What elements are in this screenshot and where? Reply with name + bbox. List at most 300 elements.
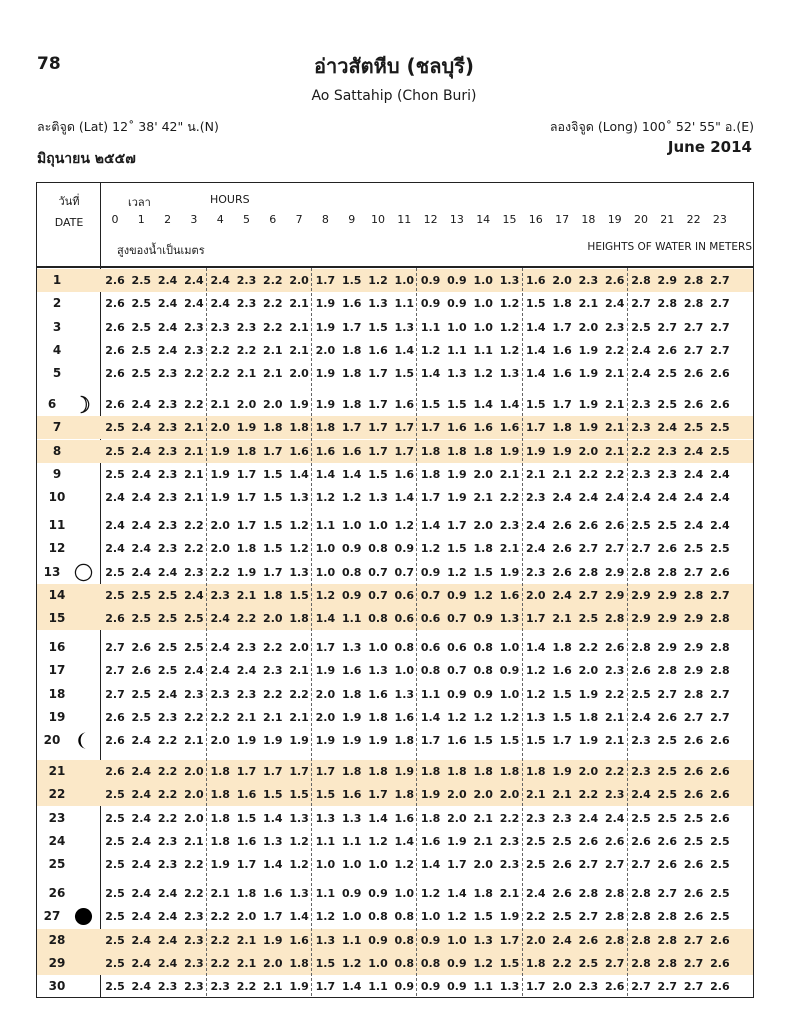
- height-cell: 1.2: [526, 664, 546, 678]
- height-cell: 1.7: [552, 734, 572, 748]
- height-cell: 2.1: [526, 788, 546, 802]
- longitude-label: ลองจิจูด (Long) 100˚ 52' 55" อ.(E): [549, 119, 754, 134]
- height-cell: 2.3: [157, 980, 178, 994]
- height-cell: 2.7: [631, 542, 651, 556]
- height-cell: 1.7: [315, 765, 336, 778]
- height-cell: 1.9: [578, 734, 599, 748]
- height-cell: 2.8: [657, 297, 678, 311]
- height-cell: 2.4: [683, 519, 704, 532]
- height-cell: 1.8: [263, 421, 283, 435]
- height-cell: 2.1: [263, 710, 283, 724]
- height-cell: 2.5: [657, 788, 678, 802]
- hour-header: 20: [634, 213, 648, 226]
- height-cell: 2.8: [631, 956, 651, 970]
- height-cell: 1.8: [368, 710, 388, 724]
- height-cell: 2.6: [710, 765, 730, 778]
- height-cell: 2.9: [631, 612, 651, 626]
- height-header-english: HEIGHTS OF WATER IN METERS: [587, 241, 752, 253]
- hour-header: 4: [216, 213, 224, 226]
- height-cell: 1.3: [499, 367, 520, 381]
- height-cell: 1.8: [552, 297, 572, 311]
- height-cell: 2.5: [657, 367, 678, 381]
- height-cell: 2.5: [683, 542, 704, 556]
- height-cell: 0.9: [420, 274, 441, 287]
- height-cell: 1.7: [526, 421, 546, 435]
- height-cell: 1.5: [394, 367, 415, 381]
- height-cell: 2.1: [236, 956, 257, 970]
- height-cell: 1.8: [499, 765, 520, 778]
- height-cell: 2.2: [578, 467, 599, 481]
- height-cell: 2.4: [552, 491, 572, 505]
- height-cell: 2.2: [210, 343, 230, 357]
- height-cell: 2.4: [131, 467, 152, 481]
- height-cell: 2.0: [263, 398, 283, 411]
- height-cell: 1.8: [236, 444, 257, 458]
- height-cell: 2.9: [657, 588, 678, 602]
- day-number: 24: [48, 833, 66, 848]
- height-cell: 2.2: [157, 811, 178, 825]
- height-cell: 2.1: [473, 491, 493, 505]
- height-cell: 2.6: [105, 274, 125, 287]
- height-cell: 1.6: [341, 444, 362, 458]
- height-cell: 2.8: [710, 612, 730, 626]
- height-cell: 2.3: [210, 687, 230, 701]
- height-cell: 2.7: [710, 274, 730, 287]
- height-cell: 1.5: [289, 588, 309, 602]
- height-cell: 1.6: [499, 588, 520, 602]
- height-cell: 1.8: [341, 367, 362, 381]
- height-cell: 1.7: [236, 491, 257, 505]
- height-cell: 2.0: [210, 421, 230, 435]
- height-cell: 2.6: [657, 343, 678, 357]
- height-cell: 1.4: [315, 467, 336, 481]
- height-cell: 1.0: [315, 565, 336, 579]
- height-cell: 1.3: [499, 980, 520, 994]
- height-cell: 2.6: [683, 910, 704, 924]
- height-cell: 1.9: [368, 734, 388, 748]
- height-cell: 2.3: [157, 542, 178, 556]
- height-cell: 2.5: [105, 565, 125, 579]
- height-cell: 2.2: [236, 980, 257, 994]
- hour-header: 0: [111, 213, 119, 226]
- height-cell: 1.2: [499, 297, 520, 311]
- height-cell: 1.9: [210, 444, 230, 458]
- height-cell: 2.1: [236, 367, 257, 381]
- height-cell: 2.8: [604, 910, 625, 924]
- height-cell: 1.6: [289, 933, 309, 947]
- height-cell: 2.6: [683, 765, 704, 778]
- height-cell: 2.3: [631, 734, 651, 748]
- height-cell: 2.2: [631, 444, 651, 458]
- height-cell: 2.7: [683, 710, 704, 724]
- height-cell: 2.3: [604, 664, 625, 678]
- table-row: [37, 362, 753, 385]
- height-cell: 1.8: [394, 788, 415, 802]
- height-cell: 1.7: [263, 444, 283, 458]
- table-row: [37, 807, 753, 830]
- height-cell: 2.1: [473, 811, 493, 825]
- height-cell: 1.6: [368, 687, 388, 701]
- height-cell: 1.4: [341, 980, 362, 994]
- height-cell: 2.1: [289, 664, 309, 678]
- day-number: 28: [48, 932, 66, 947]
- height-cell: 2.4: [657, 491, 678, 505]
- height-cell: 0.9: [447, 297, 467, 311]
- height-cell: 1.8: [394, 734, 415, 748]
- height-cell: 1.8: [289, 956, 309, 970]
- height-cell: 1.6: [236, 834, 257, 848]
- height-cell: 2.4: [131, 734, 152, 748]
- height-cell: 2.7: [710, 320, 730, 334]
- hour-header: 19: [607, 213, 622, 226]
- height-cell: 1.0: [341, 858, 362, 872]
- height-cell: 1.7: [420, 734, 441, 748]
- height-cell: 2.4: [683, 491, 704, 505]
- height-cell: 1.2: [499, 343, 520, 357]
- height-cell: 1.8: [263, 588, 283, 602]
- height-cell: 2.5: [710, 887, 730, 900]
- height-cell: 1.9: [578, 398, 599, 411]
- height-cell: 2.3: [157, 367, 178, 381]
- height-cell: 2.3: [157, 491, 178, 505]
- height-cell: 1.7: [368, 421, 388, 435]
- height-cell: 2.6: [710, 980, 730, 994]
- height-cell: 0.9: [420, 565, 441, 579]
- height-cell: 2.7: [631, 980, 651, 994]
- height-cell: 2.8: [631, 887, 651, 900]
- height-cell: 1.8: [473, 542, 493, 556]
- height-cell: 0.8: [394, 933, 415, 947]
- height-cell: 2.0: [499, 788, 520, 802]
- height-cell: 1.5: [289, 788, 309, 802]
- height-cell: 1.2: [289, 834, 309, 848]
- height-cell: 1.1: [315, 887, 336, 900]
- height-cell: 0.8: [368, 910, 388, 924]
- height-cell: 2.2: [604, 467, 625, 481]
- height-cell: 2.0: [210, 734, 230, 748]
- height-cell: 2.2: [499, 811, 520, 825]
- height-cell: 2.6: [683, 398, 704, 411]
- height-cell: 2.4: [131, 910, 152, 924]
- height-cell: 1.9: [420, 788, 441, 802]
- height-cell: 2.6: [552, 542, 572, 556]
- height-cell: 1.0: [473, 320, 493, 334]
- height-cell: 1.4: [289, 467, 309, 481]
- table-row: [37, 607, 753, 630]
- height-cell: 2.6: [683, 367, 704, 381]
- height-cell: 2.1: [210, 398, 230, 411]
- day-number: 20: [43, 733, 61, 748]
- height-cell: 2.6: [604, 834, 625, 848]
- day-number: 26: [48, 886, 66, 900]
- height-cell: 2.4: [157, 910, 178, 924]
- height-cell: 2.4: [105, 542, 125, 556]
- height-cell: 1.7: [341, 421, 362, 435]
- height-cell: 2.1: [210, 887, 230, 900]
- height-cell: 1.7: [552, 398, 572, 411]
- height-cell: 2.8: [578, 565, 599, 579]
- height-cell: 2.3: [184, 980, 204, 994]
- height-cell: 2.2: [184, 858, 204, 872]
- height-cell: 2.2: [157, 734, 178, 748]
- day-number: 5: [52, 366, 62, 381]
- height-cell: 1.9: [236, 421, 257, 435]
- height-cell: 1.6: [499, 421, 520, 435]
- height-cell: 2.0: [552, 980, 572, 994]
- height-cell: 1.8: [236, 887, 257, 900]
- height-cell: 2.8: [604, 612, 625, 626]
- height-cell: 1.4: [526, 343, 546, 357]
- hour-header: 14: [476, 213, 491, 226]
- hour-header: 7: [295, 213, 303, 226]
- height-cell: 1.4: [420, 519, 441, 532]
- height-cell: 1.3: [368, 491, 388, 505]
- month-thai: มิถุนายน ๒๕๕๗: [37, 151, 136, 167]
- height-cell: 1.8: [210, 765, 230, 778]
- height-cell: 1.8: [289, 421, 309, 435]
- table-row: [37, 269, 753, 292]
- height-cell: 1.7: [236, 858, 257, 872]
- height-cell: 2.3: [631, 421, 651, 435]
- height-cell: 2.6: [683, 887, 704, 900]
- height-cell: 1.4: [526, 367, 546, 381]
- height-cell: 2.1: [552, 467, 572, 481]
- height-cell: 1.7: [447, 519, 467, 532]
- table-row: [37, 929, 753, 952]
- height-cell: 2.3: [236, 297, 257, 311]
- height-cell: 2.3: [526, 565, 546, 579]
- height-cell: 0.7: [447, 612, 467, 626]
- height-cell: 2.1: [289, 343, 309, 357]
- height-cell: 1.2: [447, 565, 467, 579]
- height-cell: 2.4: [631, 343, 651, 357]
- height-cell: 1.5: [526, 297, 546, 311]
- height-cell: 1.5: [263, 788, 283, 802]
- height-cell: 2.7: [657, 887, 678, 900]
- height-cell: 1.8: [473, 444, 493, 458]
- month-english: June 2014: [667, 138, 752, 156]
- height-cell: 2.8: [604, 933, 625, 947]
- day-number: 12: [48, 541, 66, 556]
- height-cell: 2.4: [184, 664, 204, 678]
- height-cell: 2.5: [105, 788, 125, 802]
- height-cell: 1.2: [289, 542, 309, 556]
- height-cell: 1.9: [263, 734, 283, 748]
- height-cell: 2.9: [683, 641, 704, 654]
- height-cell: 2.8: [631, 565, 651, 579]
- height-cell: 1.5: [315, 956, 336, 970]
- height-cell: 1.6: [447, 734, 467, 748]
- height-cell: 1.7: [341, 320, 362, 334]
- hour-group-divider: [627, 268, 628, 996]
- height-cell: 1.9: [263, 933, 283, 947]
- height-cell: 1.5: [473, 734, 493, 748]
- height-cell: 2.0: [184, 765, 204, 778]
- height-cell: 0.9: [394, 980, 415, 994]
- height-cell: 2.4: [105, 491, 125, 505]
- height-cell: 1.9: [578, 421, 599, 435]
- height-cell: 2.4: [210, 612, 230, 626]
- height-cell: 1.5: [236, 811, 257, 825]
- hour-header: 21: [660, 213, 675, 226]
- height-cell: 1.7: [263, 910, 283, 924]
- height-cell: 1.7: [499, 933, 520, 947]
- height-cell: 1.7: [236, 467, 257, 481]
- height-cell: 2.5: [552, 910, 572, 924]
- height-cell: 2.5: [157, 612, 178, 626]
- height-cell: 2.7: [631, 858, 651, 872]
- height-cell: 2.5: [631, 811, 651, 825]
- height-cell: 1.9: [552, 444, 572, 458]
- height-cell: 2.1: [184, 421, 204, 435]
- height-cell: 2.6: [552, 565, 572, 579]
- height-cell: 2.2: [578, 641, 599, 654]
- height-cell: 2.0: [184, 811, 204, 825]
- height-cell: 2.2: [184, 367, 204, 381]
- day-number: 22: [48, 787, 66, 802]
- height-cell: 0.9: [447, 980, 467, 994]
- height-cell: 2.7: [105, 687, 125, 701]
- height-cell: 2.7: [105, 641, 125, 654]
- height-cell: 2.6: [631, 664, 651, 678]
- height-cell: 1.6: [394, 811, 415, 825]
- height-cell: 1.0: [315, 542, 336, 556]
- height-cell: 1.0: [341, 519, 362, 532]
- height-cell: 1.1: [447, 343, 467, 357]
- height-cell: 1.4: [526, 320, 546, 334]
- table-row: [37, 659, 753, 682]
- height-cell: 1.6: [552, 367, 572, 381]
- height-cell: 1.5: [552, 710, 572, 724]
- height-cell: 2.0: [552, 274, 572, 287]
- height-cell: 2.9: [604, 565, 625, 579]
- height-cell: 2.2: [210, 910, 230, 924]
- height-cell: 2.5: [105, 980, 125, 994]
- new-moon-icon: [74, 907, 93, 926]
- height-cell: 1.9: [499, 565, 520, 579]
- height-cell: 2.3: [210, 980, 230, 994]
- height-cell: 1.9: [289, 980, 309, 994]
- height-cell: 2.3: [657, 467, 678, 481]
- height-cell: 0.6: [420, 641, 441, 654]
- height-cell: 1.2: [420, 343, 441, 357]
- height-cell: 1.1: [368, 980, 388, 994]
- height-cell: 0.9: [368, 887, 388, 900]
- height-cell: 1.1: [394, 297, 415, 311]
- height-cell: 2.0: [526, 588, 546, 602]
- height-cell: 2.8: [657, 910, 678, 924]
- height-cell: 0.9: [447, 956, 467, 970]
- height-cell: 2.6: [710, 367, 730, 381]
- height-cell: 2.0: [473, 788, 493, 802]
- hour-group-divider: [416, 268, 417, 996]
- height-cell: 2.3: [157, 467, 178, 481]
- height-cell: 1.6: [552, 343, 572, 357]
- height-cell: 2.5: [683, 811, 704, 825]
- height-cell: 2.0: [289, 641, 309, 654]
- height-cell: 1.9: [289, 398, 309, 411]
- height-cell: 1.7: [289, 765, 309, 778]
- height-cell: 2.7: [578, 588, 599, 602]
- height-cell: 2.1: [236, 588, 257, 602]
- height-cell: 2.1: [604, 398, 625, 411]
- height-cell: 1.1: [315, 519, 336, 532]
- height-cell: 2.3: [157, 710, 178, 724]
- height-cell: 1.4: [394, 834, 415, 848]
- height-cell: 1.8: [341, 687, 362, 701]
- hours-header: HOURS: [210, 193, 250, 206]
- height-cell: 1.3: [289, 491, 309, 505]
- hour-header: 10: [371, 213, 385, 226]
- table-row: [37, 537, 753, 560]
- height-cell: 2.1: [184, 467, 204, 481]
- height-cell: 2.6: [631, 834, 651, 848]
- height-cell: 1.4: [473, 398, 493, 411]
- height-cell: 2.3: [157, 834, 178, 848]
- hour-header: 16: [528, 213, 543, 226]
- height-cell: 2.5: [105, 421, 125, 435]
- height-cell: 1.6: [526, 274, 546, 287]
- height-cell: 2.7: [578, 542, 599, 556]
- height-cell: 2.2: [210, 933, 230, 947]
- height-cell: 2.4: [526, 542, 546, 556]
- height-cell: 1.5: [499, 734, 520, 748]
- height-cell: 0.9: [341, 542, 362, 556]
- table-row: [37, 486, 753, 509]
- height-cell: 0.7: [368, 588, 388, 602]
- day-number: 25: [48, 857, 66, 872]
- height-cell: 1.8: [526, 956, 546, 970]
- height-cell: 1.0: [420, 910, 441, 924]
- height-cell: 1.4: [499, 398, 520, 411]
- height-cell: 2.5: [131, 343, 152, 357]
- height-cell: 2.2: [210, 956, 230, 970]
- height-cell: 2.0: [236, 910, 257, 924]
- day-number: 11: [48, 518, 66, 532]
- height-cell: 2.2: [157, 788, 178, 802]
- hour-group-divider: [206, 268, 207, 996]
- height-cell: 1.6: [368, 343, 388, 357]
- height-cell: 0.7: [420, 588, 441, 602]
- height-cell: 1.9: [315, 367, 336, 381]
- height-cell: 0.7: [394, 565, 415, 579]
- height-cell: 2.5: [710, 444, 730, 458]
- height-cell: 2.4: [631, 788, 651, 802]
- height-cell: 0.8: [368, 542, 388, 556]
- height-cell: 1.0: [315, 858, 336, 872]
- last-quarter-moon-icon: [74, 731, 93, 750]
- height-cell: 0.8: [394, 641, 415, 654]
- table-row: [37, 760, 753, 783]
- height-cell: 1.9: [341, 710, 362, 724]
- height-cell: 1.8: [420, 467, 441, 481]
- height-cell: 1.4: [420, 858, 441, 872]
- height-cell: 2.0: [263, 612, 283, 626]
- height-cell: 2.1: [604, 710, 625, 724]
- height-cell: 1.4: [315, 612, 336, 626]
- height-cell: 2.6: [657, 834, 678, 848]
- height-cell: 2.4: [184, 297, 204, 311]
- height-cell: 1.3: [289, 565, 309, 579]
- height-cell: 2.4: [157, 956, 178, 970]
- height-cell: 2.6: [105, 612, 125, 626]
- height-cell: 2.2: [578, 788, 599, 802]
- height-cell: 1.5: [473, 565, 493, 579]
- height-cell: 2.2: [263, 320, 283, 334]
- height-cell: 2.4: [210, 641, 230, 654]
- height-cell: 1.7: [236, 765, 257, 778]
- height-cell: 1.3: [394, 320, 415, 334]
